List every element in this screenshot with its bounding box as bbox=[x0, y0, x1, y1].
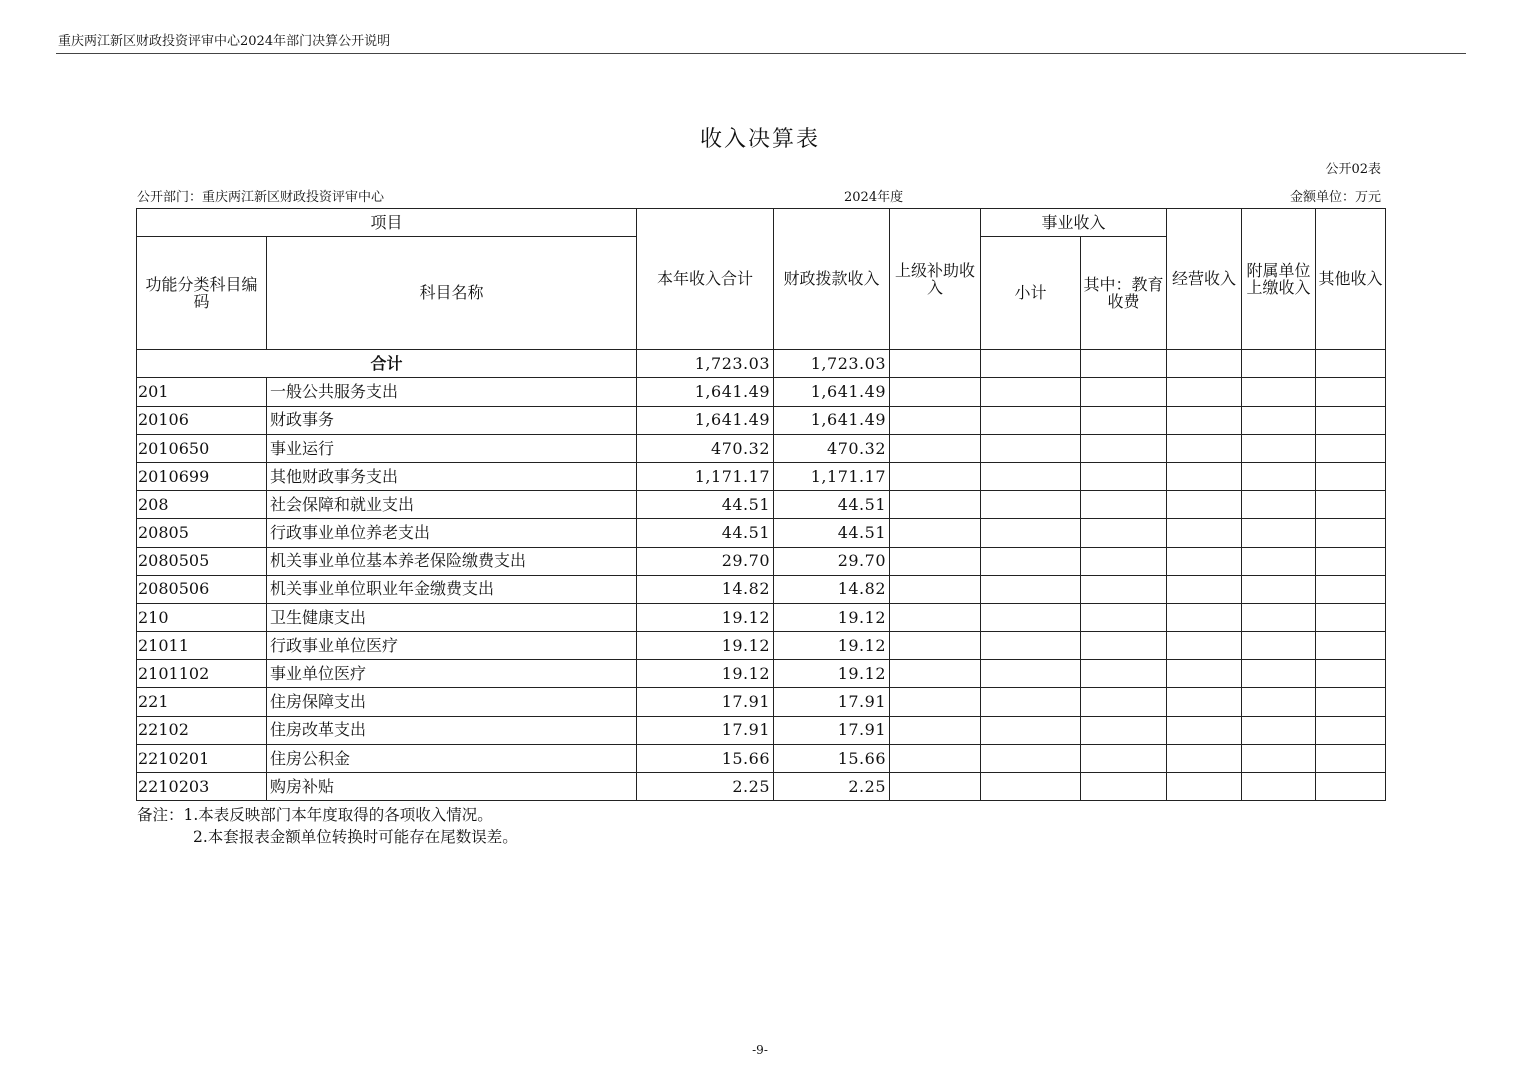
notes bbox=[137, 804, 518, 848]
total-income-cell: 44.51 bbox=[637, 519, 774, 547]
empty-cell bbox=[1081, 603, 1167, 631]
header-affiliated-income: 附属单位上缴收入 bbox=[1242, 209, 1316, 350]
subject-name-cell: 财政事务 bbox=[267, 406, 637, 434]
empty-cell bbox=[1242, 406, 1316, 434]
table-row bbox=[137, 378, 1386, 406]
income-statement-table bbox=[136, 208, 1386, 801]
empty-cell bbox=[1167, 462, 1242, 490]
empty-cell bbox=[1242, 491, 1316, 519]
table-row bbox=[137, 547, 1386, 575]
fiscal-appropriation-cell: 19.12 bbox=[774, 660, 890, 688]
fiscal-appropriation-cell: 29.70 bbox=[774, 547, 890, 575]
empty-cell bbox=[981, 434, 1081, 462]
subject-name-cell: 住房保障支出 bbox=[267, 688, 637, 716]
subject-name-cell: 其他财政事务支出 bbox=[267, 462, 637, 490]
total-income-cell: 44.51 bbox=[637, 491, 774, 519]
empty-cell bbox=[1316, 462, 1386, 490]
empty-cell bbox=[1167, 660, 1242, 688]
empty-cell bbox=[1242, 434, 1316, 462]
empty-cell bbox=[1167, 547, 1242, 575]
table-row bbox=[137, 744, 1386, 772]
table-row bbox=[137, 434, 1386, 462]
empty-cell bbox=[1316, 491, 1386, 519]
function-code-cell: 2210201 bbox=[137, 744, 267, 772]
subject-name-cell: 机关事业单位职业年金缴费支出 bbox=[267, 575, 637, 603]
subject-name-cell: 卫生健康支出 bbox=[267, 603, 637, 631]
total-fiscal-cell: 1,723.03 bbox=[774, 350, 890, 378]
total-income-cell: 1,171.17 bbox=[637, 462, 774, 490]
empty-cell bbox=[1081, 547, 1167, 575]
empty-cell bbox=[981, 660, 1081, 688]
empty-cell bbox=[981, 716, 1081, 744]
empty-cell bbox=[1316, 378, 1386, 406]
empty-cell bbox=[981, 547, 1081, 575]
header-operating-income: 经营收入 bbox=[1167, 209, 1242, 350]
empty-cell bbox=[890, 632, 981, 660]
fiscal-year: 2024年度 bbox=[844, 190, 904, 205]
table-row bbox=[137, 603, 1386, 631]
page-number: -9- bbox=[752, 1043, 768, 1057]
empty-cell bbox=[1167, 434, 1242, 462]
page-title: 收入决算表 bbox=[699, 127, 820, 152]
empty-cell bbox=[1081, 773, 1167, 801]
header-fiscal-appropriation: 财政拨款收入 bbox=[774, 209, 890, 350]
empty-cell bbox=[1242, 575, 1316, 603]
header-subject-name: 科目名称 bbox=[267, 237, 637, 350]
department-label: 公开部门：重庆两江新区财政投资评审中心 bbox=[137, 190, 385, 205]
empty-cell bbox=[1242, 716, 1316, 744]
empty-cell bbox=[1316, 716, 1386, 744]
table-row bbox=[137, 773, 1386, 801]
header-superior-subsidy: 上级补助收入 bbox=[890, 209, 981, 350]
subject-name-cell: 行政事业单位养老支出 bbox=[267, 519, 637, 547]
subject-name-cell: 住房公积金 bbox=[267, 744, 637, 772]
header-total-income: 本年收入合计 bbox=[637, 209, 774, 350]
fiscal-appropriation-cell: 470.32 bbox=[774, 434, 890, 462]
empty-cell bbox=[1081, 688, 1167, 716]
fiscal-appropriation-cell: 15.66 bbox=[774, 744, 890, 772]
empty-cell bbox=[890, 406, 981, 434]
empty-cell bbox=[1316, 350, 1386, 378]
empty-cell bbox=[1167, 491, 1242, 519]
empty-cell bbox=[1081, 575, 1167, 603]
subject-name-cell: 社会保障和就业支出 bbox=[267, 491, 637, 519]
subject-name-cell: 住房改革支出 bbox=[267, 716, 637, 744]
table-row bbox=[137, 406, 1386, 434]
empty-cell bbox=[1081, 378, 1167, 406]
amount-unit: 金额单位：万元 bbox=[1289, 190, 1381, 205]
fiscal-appropriation-cell: 2.25 bbox=[774, 773, 890, 801]
empty-cell bbox=[1316, 773, 1386, 801]
total-income-cell: 15.66 bbox=[637, 744, 774, 772]
empty-cell bbox=[890, 603, 981, 631]
empty-cell bbox=[1081, 350, 1167, 378]
empty-cell bbox=[1081, 462, 1167, 490]
fiscal-appropriation-cell: 14.82 bbox=[774, 575, 890, 603]
empty-cell bbox=[890, 434, 981, 462]
empty-cell bbox=[1316, 519, 1386, 547]
empty-cell bbox=[1081, 519, 1167, 547]
total-income-cell: 2.25 bbox=[637, 773, 774, 801]
empty-cell bbox=[981, 462, 1081, 490]
empty-cell bbox=[1081, 406, 1167, 434]
table-row bbox=[137, 462, 1386, 490]
total-income-cell: 470.32 bbox=[637, 434, 774, 462]
total-label: 合计 bbox=[137, 350, 637, 378]
total-income-cell: 19.12 bbox=[637, 660, 774, 688]
fiscal-appropriation-cell: 19.12 bbox=[774, 632, 890, 660]
empty-cell bbox=[890, 575, 981, 603]
empty-cell bbox=[1242, 632, 1316, 660]
header-rule bbox=[56, 53, 1466, 54]
header-function-code: 功能分类科目编码 bbox=[137, 237, 267, 350]
function-code-cell: 201 bbox=[137, 378, 267, 406]
empty-cell bbox=[1316, 406, 1386, 434]
empty-cell bbox=[890, 744, 981, 772]
subject-name-cell: 一般公共服务支出 bbox=[267, 378, 637, 406]
subject-name-cell: 机关事业单位基本养老保险缴费支出 bbox=[267, 547, 637, 575]
empty-cell bbox=[1081, 660, 1167, 688]
total-row bbox=[137, 350, 1386, 378]
empty-cell bbox=[981, 632, 1081, 660]
empty-cell bbox=[1316, 660, 1386, 688]
empty-cell bbox=[981, 491, 1081, 519]
function-code-cell: 2080506 bbox=[137, 575, 267, 603]
empty-cell bbox=[1242, 378, 1316, 406]
fiscal-appropriation-cell: 44.51 bbox=[774, 519, 890, 547]
subject-name-cell: 行政事业单位医疗 bbox=[267, 632, 637, 660]
function-code-cell: 20106 bbox=[137, 406, 267, 434]
empty-cell bbox=[981, 773, 1081, 801]
table-meta bbox=[137, 186, 1381, 204]
empty-cell bbox=[1167, 688, 1242, 716]
function-code-cell: 2010699 bbox=[137, 462, 267, 490]
fiscal-appropriation-cell: 44.51 bbox=[774, 491, 890, 519]
empty-cell bbox=[1242, 603, 1316, 631]
empty-cell bbox=[890, 462, 981, 490]
table-row bbox=[137, 575, 1386, 603]
empty-cell bbox=[1081, 491, 1167, 519]
empty-cell bbox=[890, 773, 981, 801]
total-income-cell: 1,723.03 bbox=[637, 350, 774, 378]
empty-cell bbox=[1167, 378, 1242, 406]
empty-cell bbox=[890, 519, 981, 547]
empty-cell bbox=[890, 660, 981, 688]
empty-cell bbox=[981, 603, 1081, 631]
empty-cell bbox=[1316, 603, 1386, 631]
header-item: 项目 bbox=[137, 209, 637, 237]
note-line-1: 备注：1.本表反映部门本年度取得的各项收入情况。 bbox=[137, 806, 493, 824]
empty-cell bbox=[1316, 744, 1386, 772]
fiscal-appropriation-cell: 17.91 bbox=[774, 716, 890, 744]
fiscal-appropriation-cell: 17.91 bbox=[774, 688, 890, 716]
function-code-cell: 22102 bbox=[137, 716, 267, 744]
header-other-income: 其他收入 bbox=[1316, 209, 1386, 350]
empty-cell bbox=[1242, 660, 1316, 688]
empty-cell bbox=[890, 688, 981, 716]
empty-cell bbox=[1081, 434, 1167, 462]
empty-cell bbox=[1081, 744, 1167, 772]
empty-cell bbox=[981, 519, 1081, 547]
empty-cell bbox=[1242, 462, 1316, 490]
subject-name-cell: 事业单位医疗 bbox=[267, 660, 637, 688]
total-income-cell: 17.91 bbox=[637, 716, 774, 744]
header-subtotal: 小计 bbox=[981, 237, 1081, 350]
function-code-cell: 2101102 bbox=[137, 660, 267, 688]
empty-cell bbox=[890, 716, 981, 744]
empty-cell bbox=[1167, 406, 1242, 434]
function-code-cell: 2210203 bbox=[137, 773, 267, 801]
empty-cell bbox=[1316, 575, 1386, 603]
form-number: 公开02表 bbox=[1325, 162, 1381, 177]
empty-cell bbox=[1081, 716, 1167, 744]
empty-cell bbox=[890, 491, 981, 519]
total-income-cell: 29.70 bbox=[637, 547, 774, 575]
empty-cell bbox=[981, 350, 1081, 378]
empty-cell bbox=[1167, 716, 1242, 744]
running-header: 重庆两江新区财政投资评审中心2024年部门决算公开说明 bbox=[58, 34, 391, 49]
empty-cell bbox=[1316, 547, 1386, 575]
total-income-cell: 19.12 bbox=[637, 632, 774, 660]
function-code-cell: 221 bbox=[137, 688, 267, 716]
subject-name-cell: 购房补贴 bbox=[267, 773, 637, 801]
empty-cell bbox=[1242, 519, 1316, 547]
empty-cell bbox=[890, 378, 981, 406]
function-code-cell: 2080505 bbox=[137, 547, 267, 575]
function-code-cell: 210 bbox=[137, 603, 267, 631]
fiscal-appropriation-cell: 19.12 bbox=[774, 603, 890, 631]
empty-cell bbox=[1242, 547, 1316, 575]
header-business-income: 事业收入 bbox=[981, 209, 1167, 237]
total-income-cell: 17.91 bbox=[637, 688, 774, 716]
fiscal-appropriation-cell: 1,641.49 bbox=[774, 406, 890, 434]
empty-cell bbox=[1316, 434, 1386, 462]
header-education-fee: 其中：教育收费 bbox=[1081, 237, 1167, 350]
empty-cell bbox=[1167, 773, 1242, 801]
empty-cell bbox=[1242, 688, 1316, 716]
empty-cell bbox=[1167, 519, 1242, 547]
total-income-cell: 1,641.49 bbox=[637, 406, 774, 434]
empty-cell bbox=[981, 744, 1081, 772]
empty-cell bbox=[1167, 575, 1242, 603]
empty-cell bbox=[890, 350, 981, 378]
empty-cell bbox=[1316, 632, 1386, 660]
function-code-cell: 2010650 bbox=[137, 434, 267, 462]
table-row bbox=[137, 716, 1386, 744]
empty-cell bbox=[981, 406, 1081, 434]
empty-cell bbox=[981, 378, 1081, 406]
empty-cell bbox=[1081, 632, 1167, 660]
table-row bbox=[137, 632, 1386, 660]
empty-cell bbox=[1167, 603, 1242, 631]
empty-cell bbox=[1167, 632, 1242, 660]
fiscal-appropriation-cell: 1,641.49 bbox=[774, 378, 890, 406]
fiscal-appropriation-cell: 1,171.17 bbox=[774, 462, 890, 490]
table-row bbox=[137, 519, 1386, 547]
empty-cell bbox=[981, 688, 1081, 716]
total-income-cell: 1,641.49 bbox=[637, 378, 774, 406]
function-code-cell: 20805 bbox=[137, 519, 267, 547]
subject-name-cell: 事业运行 bbox=[267, 434, 637, 462]
empty-cell bbox=[1167, 744, 1242, 772]
function-code-cell: 208 bbox=[137, 491, 267, 519]
total-income-cell: 14.82 bbox=[637, 575, 774, 603]
empty-cell bbox=[1242, 350, 1316, 378]
table-row bbox=[137, 491, 1386, 519]
total-income-cell: 19.12 bbox=[637, 603, 774, 631]
empty-cell bbox=[1316, 688, 1386, 716]
empty-cell bbox=[1242, 744, 1316, 772]
empty-cell bbox=[981, 575, 1081, 603]
empty-cell bbox=[890, 547, 981, 575]
empty-cell bbox=[1242, 773, 1316, 801]
note-line-2: 2.本套报表金额单位转换时可能存在尾数误差。 bbox=[193, 828, 518, 846]
table-row bbox=[137, 688, 1386, 716]
function-code-cell: 21011 bbox=[137, 632, 267, 660]
table-row bbox=[137, 660, 1386, 688]
empty-cell bbox=[1167, 350, 1242, 378]
